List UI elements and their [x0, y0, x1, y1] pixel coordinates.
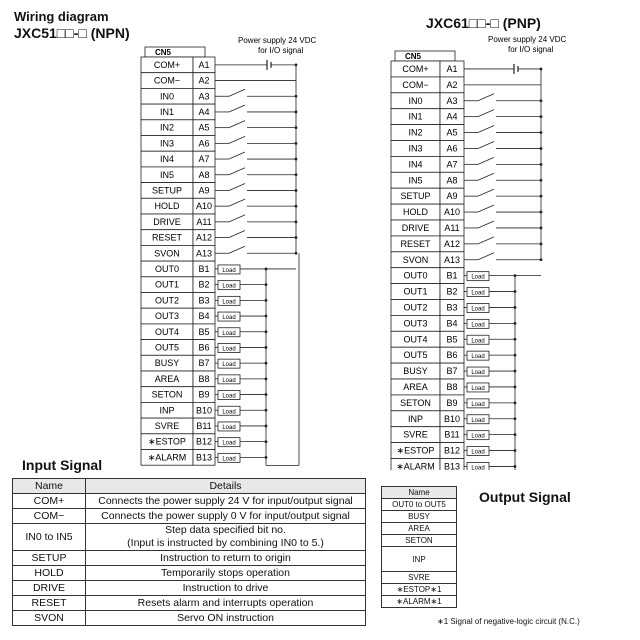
load-label: Load — [471, 401, 485, 408]
pin-number: A5 — [198, 122, 210, 133]
pin-name: OUT1 — [403, 286, 428, 297]
pin-number: B13 — [443, 461, 461, 470]
pin-name: OUT0 — [403, 270, 428, 281]
output-table-header-row — [382, 487, 457, 499]
pin-name: INP — [159, 405, 175, 416]
pin-number: A1 — [198, 59, 210, 70]
wiring-diagram-title: Wiring diagram — [14, 9, 109, 24]
pin-name: BUSY — [154, 358, 180, 369]
pin-number: B4 — [198, 311, 210, 322]
load-label: Load — [471, 465, 485, 470]
load-label: Load — [222, 440, 236, 447]
input-signal-name: COM− — [13, 509, 86, 524]
power-supply-label: Power supply 24 VDC — [488, 35, 567, 44]
footnote: ∗1 Signal of negative-logic circuit (N.C.) — [437, 617, 580, 626]
pin-number: A8 — [446, 175, 458, 186]
junction-dot — [540, 147, 543, 150]
pin-name: ∗ALARM — [396, 461, 435, 470]
power-supply-label: Power supply 24 VDC — [238, 36, 317, 45]
input-signal-detail: Temporarily stops operation — [86, 566, 366, 581]
pin-name: OUT4 — [403, 334, 428, 345]
pin-number: A12 — [195, 232, 213, 243]
output-table-row — [382, 523, 457, 535]
pin-name: IN4 — [408, 159, 423, 170]
output-table-row — [382, 547, 457, 572]
switch-contact — [478, 221, 494, 228]
pin-number: B7 — [446, 366, 458, 377]
pin-name: OUT4 — [154, 326, 180, 337]
input-table-row — [13, 494, 366, 509]
pin-number: B5 — [198, 326, 210, 337]
pin-number: A13 — [195, 248, 213, 259]
pin-name: OUT0 — [154, 263, 180, 274]
pin-name: RESET — [151, 232, 183, 243]
output-signal-name: OUT0 to OUT5 — [382, 499, 457, 511]
load-label: Load — [222, 424, 236, 431]
pin-name: SVON — [154, 248, 180, 259]
output-signal-name: BUSY — [382, 511, 457, 523]
pin-number: A9 — [446, 191, 458, 202]
pin-number: B10 — [443, 413, 461, 424]
pin-number: A2 — [446, 79, 458, 90]
input-table-row — [13, 581, 366, 596]
pin-name: IN5 — [408, 175, 423, 186]
pin-name: OUT5 — [154, 342, 180, 353]
pin-number: B1 — [198, 263, 210, 274]
connector-header — [145, 47, 205, 57]
load-label: Load — [222, 393, 236, 400]
input-table-row — [13, 566, 366, 581]
output-signal-title: Output Signal — [479, 489, 571, 505]
pin-name: ∗ALARM — [147, 452, 187, 463]
input-table-row — [13, 551, 366, 566]
pin-number: B7 — [198, 358, 210, 369]
junction-dot — [295, 220, 298, 223]
load-label: Load — [222, 362, 236, 369]
switch-contact — [478, 237, 494, 244]
junction-dot — [540, 99, 543, 102]
pin-number: B8 — [446, 381, 458, 392]
pin-name: SETUP — [151, 185, 183, 196]
output-signal-name: INP — [382, 547, 457, 572]
pin-number: B3 — [446, 302, 458, 313]
power-supply-label: for I/O signal — [508, 45, 554, 54]
pin-number: A2 — [198, 75, 210, 86]
pin-number: B2 — [446, 286, 458, 297]
switch-contact — [478, 157, 494, 164]
output-signal-name: ∗ESTOP∗1 — [382, 584, 457, 596]
pin-name: INP — [407, 413, 424, 424]
pin-name: IN2 — [159, 122, 175, 133]
pin-number: A5 — [446, 127, 458, 138]
pin-name: IN4 — [159, 154, 175, 165]
input-signal-name: RESET — [13, 596, 86, 611]
input-signal-name: COM+ — [13, 494, 86, 509]
load-label: Load — [471, 370, 485, 377]
junction-dot — [540, 227, 543, 230]
input-table-row — [13, 524, 366, 551]
load-label: Load — [471, 322, 485, 329]
junction-dot — [540, 195, 543, 198]
load-label: Load — [471, 306, 485, 313]
input-signal-name: IN0 to IN5 — [13, 524, 86, 551]
junction-dot — [295, 205, 298, 208]
switch-contact — [478, 205, 494, 212]
pin-number: A4 — [198, 106, 210, 117]
pin-name: BUSY — [403, 366, 428, 377]
load-label: Load — [471, 433, 485, 440]
pin-number: B11 — [444, 429, 460, 440]
load-label: Load — [222, 409, 236, 416]
connector-header — [395, 51, 455, 61]
switch-contact — [229, 121, 245, 128]
switch-contact — [229, 231, 245, 238]
pin-name: IN5 — [159, 169, 175, 180]
input-signal-detail: Step data specified bit no. (Input is instructed by combining IN0 to 5.) — [86, 524, 366, 551]
load-label: Load — [222, 267, 236, 274]
pin-name: IN3 — [159, 138, 175, 149]
input-signal-title: Input Signal — [22, 457, 103, 473]
pin-number: A4 — [446, 111, 458, 122]
switch-contact — [229, 215, 245, 222]
pin-name: COM− — [402, 79, 429, 90]
switch-contact — [478, 94, 494, 101]
pin-name: ∗ESTOP — [396, 445, 435, 456]
pin-number: B9 — [446, 397, 458, 408]
pin-number: A7 — [198, 154, 210, 165]
input-table-row — [13, 509, 366, 524]
load-label: Load — [222, 377, 236, 384]
input-table-row — [13, 596, 366, 611]
junction-dot — [295, 173, 298, 176]
output-table-row — [382, 572, 457, 584]
pin-number: A9 — [198, 185, 210, 196]
load-label: Load — [471, 338, 485, 345]
input-table-row — [13, 611, 366, 626]
pin-name: OUT3 — [154, 311, 180, 322]
switch-contact — [478, 126, 494, 133]
pin-number: B1 — [446, 270, 458, 281]
pin-number: B9 — [198, 389, 210, 400]
output-signal-name: SETON — [382, 535, 457, 547]
output-signal-name: AREA — [382, 523, 457, 535]
pin-number: B6 — [446, 350, 458, 361]
pin-name: IN1 — [408, 111, 423, 122]
load-label: Load — [222, 283, 236, 290]
pin-name: SETON — [151, 389, 183, 400]
pin-name: IN1 — [159, 106, 175, 117]
load-label: Load — [471, 417, 485, 424]
output-signal-name: ∗ALARM∗1 — [382, 596, 457, 608]
pin-number: B5 — [446, 334, 458, 345]
pin-name: SVON — [402, 254, 429, 265]
switch-contact — [478, 141, 494, 148]
pin-number: A3 — [446, 95, 458, 106]
load-label: Load — [471, 274, 485, 281]
pin-name: RESET — [400, 238, 431, 249]
pin-name: OUT3 — [403, 318, 428, 329]
junction-dot — [540, 131, 543, 134]
load-label: Load — [222, 346, 236, 353]
pin-number: B8 — [198, 373, 210, 384]
pin-name: COM− — [153, 75, 181, 86]
pin-number: A8 — [198, 169, 210, 180]
switch-contact — [229, 199, 245, 206]
pin-name: OUT5 — [403, 350, 428, 361]
pnp-model-title: JXC61□□-□ (PNP) — [426, 15, 541, 31]
input-signal-name: SVON — [13, 611, 86, 626]
switch-contact — [229, 105, 245, 112]
pin-number: A13 — [443, 254, 461, 265]
input-signal-name: SETUP — [13, 551, 86, 566]
switch-contact — [478, 253, 494, 260]
switch-contact — [229, 168, 245, 175]
load-label: Load — [471, 385, 485, 392]
output-signal-table — [381, 486, 457, 608]
input-signal-detail: Instruction to return to origin — [86, 551, 366, 566]
output-table-row — [382, 511, 457, 523]
junction-dot — [295, 111, 298, 114]
input-signal-detail: Connects the power supply 0 V for input/output signal — [86, 509, 366, 524]
connector-label: CN5 — [155, 48, 172, 57]
pin-name: COM+ — [153, 59, 181, 70]
junction-dot — [295, 236, 298, 239]
load-label: Load — [471, 354, 485, 361]
junction-dot — [295, 63, 298, 66]
pin-name: DRIVE — [401, 222, 430, 233]
load-label: Load — [471, 449, 485, 456]
connector-label: CN5 — [405, 52, 422, 61]
pin-number: A10 — [443, 207, 461, 218]
pin-number: B10 — [195, 405, 213, 416]
junction-dot — [540, 115, 543, 118]
pin-number: A3 — [198, 91, 210, 102]
input-signal-detail: Instruction to drive — [86, 581, 366, 596]
pin-name: HOLD — [154, 201, 180, 212]
pin-number: B13 — [195, 452, 213, 463]
junction-dot — [540, 242, 543, 245]
load-label: Load — [222, 299, 236, 306]
pin-number: A12 — [443, 238, 461, 249]
input-signal-table — [12, 478, 366, 626]
junction-dot — [540, 211, 543, 214]
pin-name: HOLD — [402, 207, 429, 218]
output-table-row — [382, 535, 457, 547]
load-label: Load — [471, 290, 485, 297]
pin-number: B11 — [196, 420, 212, 431]
switch-contact — [478, 173, 494, 180]
switch-contact — [478, 110, 494, 117]
load-label: Load — [222, 330, 236, 337]
switch-contact — [229, 89, 245, 96]
input-signal-detail: Servo ON instruction — [86, 611, 366, 626]
pin-name: SETUP — [400, 191, 431, 202]
output-table-row — [382, 499, 457, 511]
input-signal-name: HOLD — [13, 566, 86, 581]
junction-dot — [295, 95, 298, 98]
switch-contact — [229, 136, 245, 143]
pin-name: OUT1 — [154, 279, 180, 290]
pin-name: DRIVE — [153, 216, 181, 227]
pin-number: B12 — [443, 445, 461, 456]
power-supply-label: for I/O signal — [258, 46, 304, 55]
input-signal-detail: Connects the power supply 24 V for input/output signal — [86, 494, 366, 509]
pin-name: IN0 — [159, 91, 175, 102]
pin-name: OUT2 — [403, 302, 428, 313]
pin-number: B4 — [446, 318, 458, 329]
pin-name: AREA — [403, 381, 428, 392]
output-signal-name: SVRE — [382, 572, 457, 584]
input-signal-name: DRIVE — [13, 581, 86, 596]
pin-number: B12 — [195, 436, 213, 447]
pin-number: A10 — [195, 201, 213, 212]
pin-name: AREA — [154, 373, 180, 384]
junction-dot — [295, 158, 298, 161]
switch-contact — [229, 152, 245, 159]
switch-contact — [229, 246, 245, 253]
junction-dot — [540, 179, 543, 182]
input-table-header-row — [13, 479, 366, 494]
pin-number: B3 — [198, 295, 210, 306]
input-header-details: Details — [86, 479, 366, 494]
pin-name: SETON — [400, 397, 431, 408]
input-signal-detail: Resets alarm and interrupts operation — [86, 596, 366, 611]
junction-dot — [540, 258, 543, 261]
output-table-row — [382, 596, 457, 608]
junction-dot — [540, 68, 543, 71]
pin-name: IN0 — [408, 95, 423, 106]
pin-name: SVRE — [403, 429, 428, 440]
junction-dot — [295, 189, 298, 192]
pin-number: A6 — [198, 138, 210, 149]
pin-number: A1 — [446, 63, 458, 74]
junction-dot — [295, 252, 298, 255]
pin-number: A7 — [446, 159, 458, 170]
pin-name: IN2 — [408, 127, 423, 138]
pin-number: B6 — [198, 342, 210, 353]
input-header-name: Name — [13, 479, 86, 494]
switch-contact — [229, 183, 245, 190]
output-table-row — [382, 584, 457, 596]
output-header-name: Name — [382, 487, 457, 499]
pin-name: SVRE — [154, 420, 180, 431]
pin-number: A6 — [446, 143, 458, 154]
junction-dot — [295, 142, 298, 145]
npn-model-title: JXC51□□-□ (NPN) — [14, 25, 130, 41]
junction-dot — [295, 126, 298, 129]
pin-number: A11 — [196, 216, 212, 227]
switch-contact — [478, 189, 494, 196]
load-label: Load — [222, 315, 236, 322]
pin-name: IN3 — [408, 143, 423, 154]
junction-dot — [540, 163, 543, 166]
pin-number: A11 — [444, 222, 460, 233]
pin-name: COM+ — [402, 63, 429, 74]
load-label: Load — [222, 456, 236, 463]
pin-number: B2 — [198, 279, 210, 290]
pin-name: OUT2 — [154, 295, 180, 306]
pin-name: ∗ESTOP — [148, 436, 186, 447]
